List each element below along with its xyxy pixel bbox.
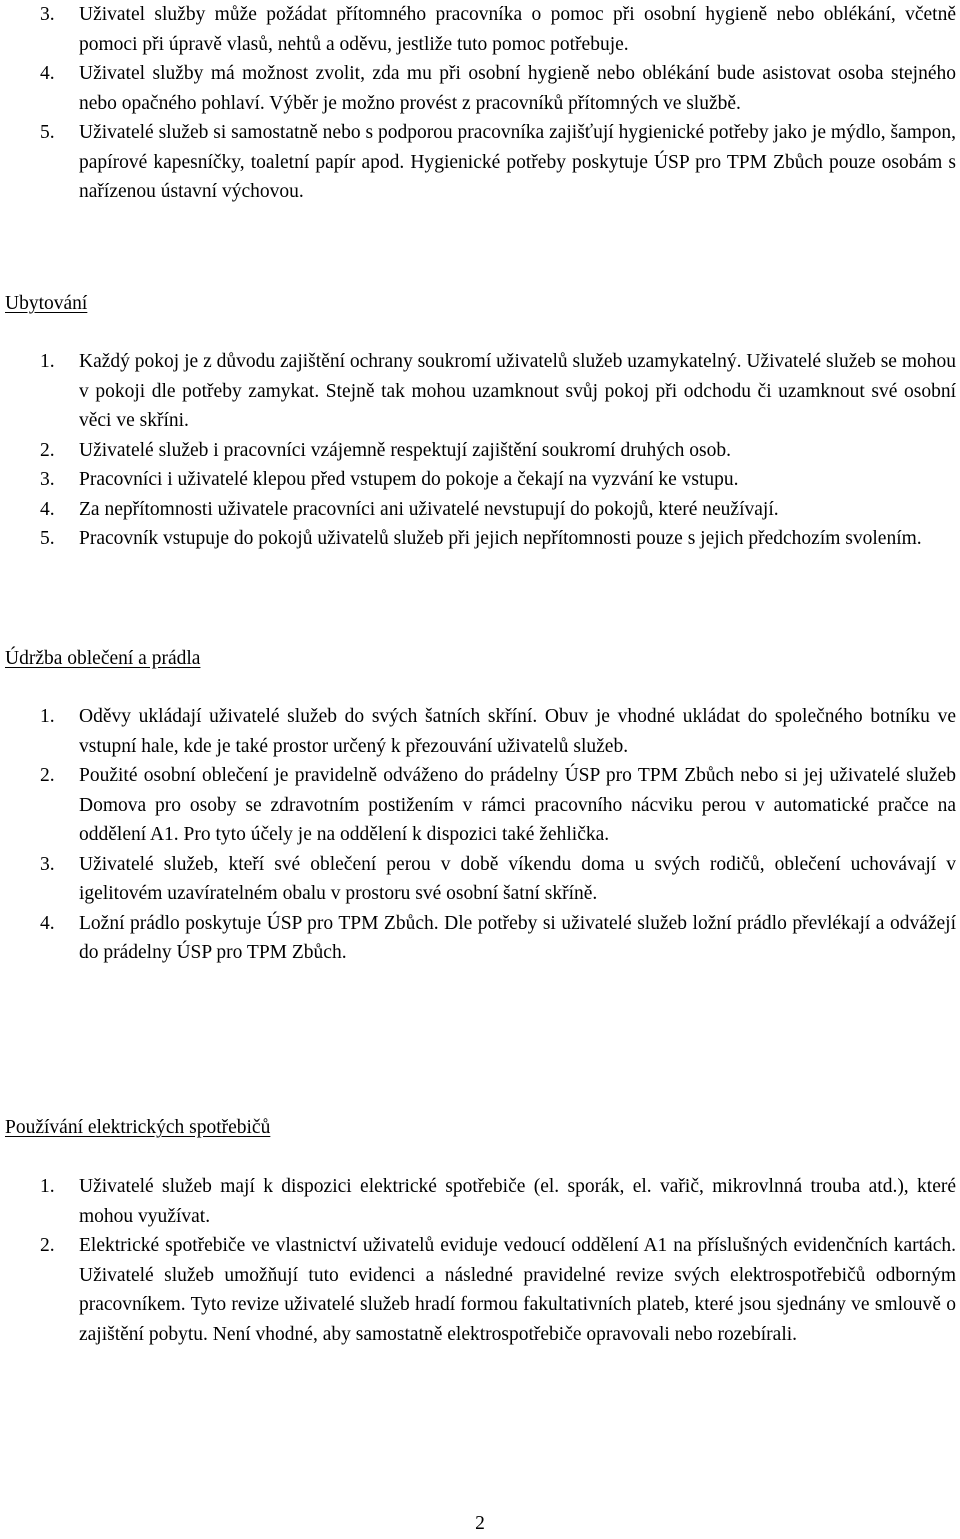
- item-text: Elektrické spotřebiče ve vlastnictví uživatelů eviduje vedoucí oddělení A1 na příslušných evidenčních kartách. Uživatelé služeb umožňují tuto evidenci a následné pravidelné revize svých elektrospotřebičů odborným pracovníkem. Tyto revize uživatelé služeb hradí formou fakultativních plateb, které jsou sjednány ve smlouvě o zajištění pobytu. Není vhodné, aby samostatně elektrospotřebiče opravovali nebo rozebírali.: [79, 1235, 956, 1345]
- list-item: [0, 347, 960, 436]
- page-number: 2: [475, 1513, 485, 1534]
- item-number: 2.: [40, 1235, 55, 1256]
- section-heading-elektro: Používání elektrických spotřebičů: [5, 1117, 271, 1138]
- item-text: Uživatelé služeb, kteří své oblečení perou v době víkendu doma u svých rodičů, oblečení uchovávají v igelitovém uzavíratelném obalu v prostoru své osobní šatní skříně.: [79, 853, 956, 904]
- item-text: Každý pokoj je z důvodu zajištění ochrany soukromí uživatelů služeb uzamykatelný. Uživatelé služeb se mohou v pokoji dle potřeby zamykat. Stejně tak mohou uzamknout svůj pokoj při odchodu či uzamknout své osobní věci ve skříni.: [79, 351, 956, 431]
- list-item: [0, 850, 960, 909]
- item-number: 4.: [40, 63, 55, 84]
- item-number: 5.: [40, 528, 55, 549]
- list-item: [0, 524, 960, 554]
- list-item: [0, 1172, 960, 1231]
- item-number: 1.: [40, 351, 55, 372]
- list-item: [0, 0, 960, 59]
- item-text: Uživatel služby má možnost zvolit, zda mu při osobní hygieně nebo oblékání bude asistovat osoba stejného nebo opačného pohlaví. Výběr je možno provést z pracovníků přítomných ve službě.: [79, 63, 956, 114]
- list-item: [0, 59, 960, 118]
- item-number: 4.: [40, 498, 55, 520]
- item-text: Uživatelé služeb i pracovníci vzájemně respektují zajištění soukromí druhých osob.: [79, 439, 731, 461]
- list-item: [0, 702, 960, 761]
- item-number: 3.: [40, 469, 55, 490]
- section-heading-udrzba: Údržba oblečení a prádla: [5, 648, 201, 669]
- list-item: [0, 1231, 960, 1349]
- list-item: [0, 436, 960, 466]
- item-text: Pracovníci i uživatelé klepou před vstupem do pokoje a čekají na vyzvání ke vstupu.: [79, 469, 739, 490]
- udrzba-list: [0, 702, 960, 968]
- list-item: [0, 465, 960, 495]
- item-number: 2.: [40, 439, 55, 461]
- item-text: Oděvy ukládají uživatelé služeb do svých šatních skříní. Obuv je vhodné ukládat do společného botníku ve vstupní hale, kde je také prostor určený k přezouvání uživatelů služeb.: [79, 706, 956, 757]
- section-heading-ubytovani: Ubytování: [5, 293, 88, 314]
- list-item: [0, 495, 960, 525]
- item-number: 2.: [40, 765, 55, 786]
- top-list: [0, 0, 960, 207]
- list-item: [0, 761, 960, 850]
- item-number: 1.: [40, 706, 55, 727]
- list-item: [0, 118, 960, 207]
- item-text: Ložní prádlo poskytuje ÚSP pro TPM Zbůch. Dle potřeby si uživatelé služeb ložní prádlo převlékají a odvážejí do prádelny ÚSP pro TPM Zbůch.: [79, 912, 956, 963]
- item-text: Uživatel služby může požádat přítomného pracovníka o pomoc při osobní hygieně nebo oblékání, včetně pomoci při úpravě vlasů, nehtů a oděvu, jestliže tuto pomoc potřebuje.: [79, 4, 956, 55]
- item-number: 3.: [40, 853, 55, 875]
- item-number: 5.: [40, 122, 55, 143]
- ubytovani-list: [0, 347, 960, 554]
- elektro-list: [0, 1172, 960, 1349]
- item-text: Uživatelé služeb si samostatně nebo s podporou pracovníka zajišťují hygienické potřeby jako je mýdlo, šampon, papírové kapesníčky, toaletní papír apod. Hygienické potřeby poskytuje ÚSP pro TPM Zbůch pouze osobám s nařízenou ústavní výchovou.: [79, 122, 956, 202]
- item-text: Pracovník vstupuje do pokojů uživatelů služeb při jejich nepřítomnosti pouze s jejich předchozím svolením.: [79, 528, 922, 549]
- list-item: [0, 909, 960, 968]
- item-number: 4.: [40, 912, 55, 934]
- item-text: Uživatelé služeb mají k dispozici elektrické spotřebiče (el. sporák, el. vařič, mikrovlnná trouba atd.), které mohou využívat.: [79, 1176, 956, 1227]
- item-text: Za nepřítomnosti uživatele pracovníci ani uživatelé nevstupují do pokojů, které neužívají.: [79, 498, 779, 520]
- item-text: Použité osobní oblečení je pravidelně odváženo do prádelny ÚSP pro TPM Zbůch nebo si jej uživatelé služeb Domova pro osoby se zdravotním postižením v rámci pracovního nácviku perou v automatické pračce na oddělení A1. Pro tyto účely je na oddělení k dispozici také žehlička.: [79, 765, 956, 845]
- item-number: 1.: [40, 1176, 55, 1197]
- item-number: 3.: [40, 4, 55, 25]
